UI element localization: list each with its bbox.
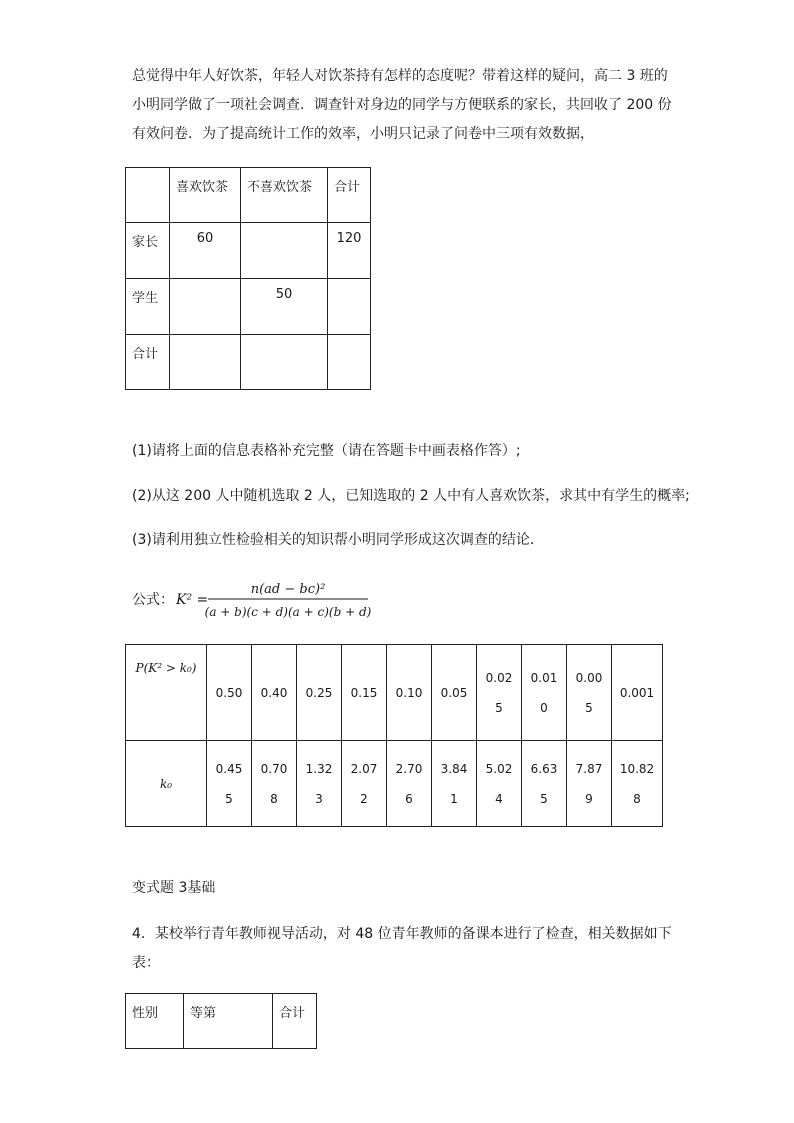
critical-value-table (125, 644, 663, 827)
p-value-cell (387, 645, 432, 741)
survey-table (125, 167, 371, 390)
k-value-cell (477, 741, 522, 827)
table-header: 喜欢饮茶 (170, 168, 241, 223)
section-title: 变式题 3基础 (132, 880, 216, 896)
table-cell (241, 335, 328, 390)
p-value-cell (432, 645, 477, 741)
table-header: 不喜欢饮茶 (241, 168, 328, 223)
p-value-cell (477, 645, 522, 741)
table-cell: 60 (170, 223, 241, 279)
table-row (126, 741, 663, 827)
p-value-cell (207, 645, 252, 741)
table-row (126, 645, 663, 741)
cell-line: 5.02 (485, 761, 513, 776)
intro-line: 有效问卷．为了提高统计工作的效率，小明只记录了问卷中三项有效数据， (132, 126, 594, 142)
cell-line: 8 (633, 791, 641, 806)
k-value-cell (207, 741, 252, 827)
cell-line: 0.10 (395, 685, 423, 700)
cell-line: 5 (585, 700, 593, 715)
question-1: (1)请将上面的信息表格补充完整（请在答题卡中画表格作答）; (132, 443, 521, 459)
k-value-cell (522, 741, 567, 827)
cell-line: 0.15 (350, 685, 378, 700)
table-cell (328, 279, 371, 335)
table-header: 合计 (273, 994, 317, 1049)
table-header: 合计 (328, 168, 371, 223)
k-value-cell (252, 741, 297, 827)
table-row (126, 335, 371, 390)
table-header: 等第 (184, 994, 273, 1049)
cell-line: 5 (540, 791, 548, 806)
k-value-cell (612, 741, 663, 827)
cell-line: 3.84 (440, 761, 468, 776)
formula-numerator: n(ad − bc)² (250, 582, 326, 597)
row-label: 合计 (126, 335, 170, 390)
table-header: 性别 (126, 994, 184, 1049)
p-value-cell (297, 645, 342, 741)
cell-line: 2.70 (395, 761, 423, 776)
cell-line: 0 (540, 700, 548, 715)
cell-line: 0.05 (440, 685, 468, 700)
p-value-cell (612, 645, 663, 741)
table-cell: 120 (328, 223, 371, 279)
k-value-cell (387, 741, 432, 827)
cell-line: 8 (270, 791, 278, 806)
row-label: P(K² > k₀) (126, 645, 207, 741)
formula-denominator: (a + b)(c + d)(a + c)(b + d) (204, 605, 372, 619)
intro-line: 小明同学做了一项社会调查．调查针对身边的同学与方便联系的家长，共回收了 200 份 (132, 97, 672, 113)
table-row (126, 994, 317, 1049)
cell-line: 0.02 (485, 670, 513, 685)
cell-line: 0.25 (305, 685, 333, 700)
k-value-cell (297, 741, 342, 827)
p-value-cell (522, 645, 567, 741)
table-cell (328, 335, 371, 390)
p-value-cell (252, 645, 297, 741)
cell-line: 0.70 (260, 761, 288, 776)
question-3: (3)请利用独立性检验相关的知识帮小明同学形成这次调查的结论． (132, 532, 544, 548)
cell-line: 0.01 (530, 670, 558, 685)
k-value-cell (342, 741, 387, 827)
p-value-cell (567, 645, 612, 741)
p-value-cell (342, 645, 387, 741)
cell-line: 6.63 (530, 761, 558, 776)
cell-line: 0.00 (575, 670, 603, 685)
table-cell (170, 335, 241, 390)
formula-lhs: K² = (176, 592, 209, 608)
table-row (126, 168, 371, 223)
table-cell (170, 279, 241, 335)
cell-line: 0.45 (215, 761, 243, 776)
cell-line: 0.001 (619, 685, 655, 700)
k-value-cell (567, 741, 612, 827)
cell-line: 2 (360, 791, 368, 806)
row-label: 家长 (126, 223, 170, 279)
row-label: k₀ (126, 741, 207, 827)
cell-line: 6 (405, 791, 413, 806)
table-cell (126, 168, 170, 223)
cell-line: 2.07 (350, 761, 378, 776)
cell-line: 1 (450, 791, 458, 806)
intro-line: 总觉得中年人好饮茶，年轻人对饮茶持有怎样的态度呢？带着这样的疑问，高二 3 班的 (132, 68, 668, 84)
cell-line: 5 (495, 700, 503, 715)
cell-line: 4 (495, 791, 503, 806)
cell-line: 5 (225, 791, 233, 806)
cell-line: 0.50 (215, 685, 243, 700)
cell-line: 3 (315, 791, 323, 806)
table-cell (241, 223, 328, 279)
cell-line: 0.40 (260, 685, 288, 700)
formula-label: 公式： (132, 592, 174, 608)
cell-line: 9 (585, 791, 593, 806)
k-value-cell (432, 741, 477, 827)
teacher-table (125, 993, 317, 1049)
row-label: 学生 (126, 279, 170, 335)
cell-line: 7.87 (575, 761, 603, 776)
table-row (126, 279, 371, 335)
problem-4-text (132, 920, 672, 978)
table-cell: 50 (241, 279, 328, 335)
cell-line: 10.82 (619, 761, 655, 776)
question-2: (2)从这 200 人中随机选取 2 人，已知选取的 2 人中有人喜欢饮茶，求其中有学生的概率; (132, 488, 690, 504)
table-row (126, 223, 371, 279)
problem-line: 表： (132, 955, 160, 971)
intro-paragraph (132, 62, 672, 149)
problem-line: 4．某校举行青年教师视导活动，对 48 位青年教师的备课本进行了检查，相关数据如下 (132, 926, 672, 942)
cell-line: 1.32 (305, 761, 333, 776)
formula-graphic (132, 577, 392, 625)
